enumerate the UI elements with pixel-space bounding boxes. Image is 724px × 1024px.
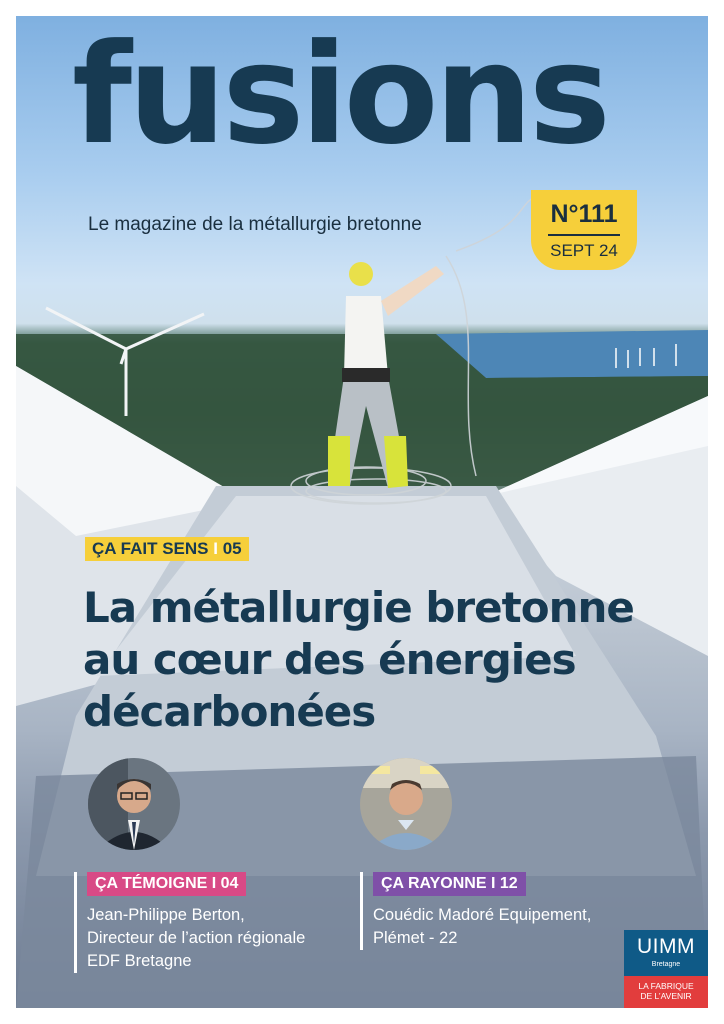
column-line: Directeur de l’action régionale — [87, 929, 306, 947]
cover-headline — [83, 582, 693, 738]
uimm-slogan-line: LA FABRIQUE — [638, 981, 694, 991]
feature-tag-separator: I — [213, 539, 218, 558]
column-line: EDF Bretagne — [87, 952, 192, 970]
feature-tag-label: ÇA FAIT SENS — [92, 539, 209, 558]
uimm-region: Bretagne — [651, 961, 681, 968]
headline-line: La métallurgie bretonne — [83, 583, 634, 632]
issue-divider — [548, 234, 620, 236]
column-line: Plémet - 22 — [373, 929, 458, 947]
column-rayonne — [360, 872, 603, 950]
portrait-jean-philippe-berton — [88, 758, 180, 850]
issue-date: SEPT 24 — [550, 241, 618, 260]
uimm-slogan — [624, 976, 708, 1008]
magazine-cover — [16, 16, 708, 1008]
uimm-logo — [624, 930, 708, 1008]
headline-line: décarbonées — [83, 687, 376, 736]
column-temoigne — [74, 872, 347, 973]
portrait-couedic-madore — [360, 758, 452, 850]
column-tag-temoigne: ÇA TÉMOIGNE I 04 — [87, 872, 246, 896]
column-text-rayonne — [373, 904, 603, 950]
uimm-name: UIMM — [637, 935, 695, 958]
magazine-tagline: Le magazine de la métallurgie bretonne — [88, 214, 422, 235]
issue-number: N°111 — [550, 200, 618, 228]
issue-badge — [531, 190, 637, 270]
uimm-slogan-line: DE L’AVENIR — [640, 991, 692, 1001]
headline-line: au cœur des énergies — [83, 635, 576, 684]
column-line: Jean-Philippe Berton, — [87, 906, 245, 924]
column-text-temoigne — [87, 904, 347, 973]
column-line: Couédic Madoré Equipement, — [373, 906, 592, 924]
magazine-logo: fusions — [72, 16, 607, 175]
uimm-logo-top — [624, 930, 708, 976]
feature-tag-page: 05 — [222, 539, 242, 558]
column-tag-rayonne: ÇA RAYONNE I 12 — [373, 872, 526, 896]
feature-section-tag — [85, 537, 249, 561]
